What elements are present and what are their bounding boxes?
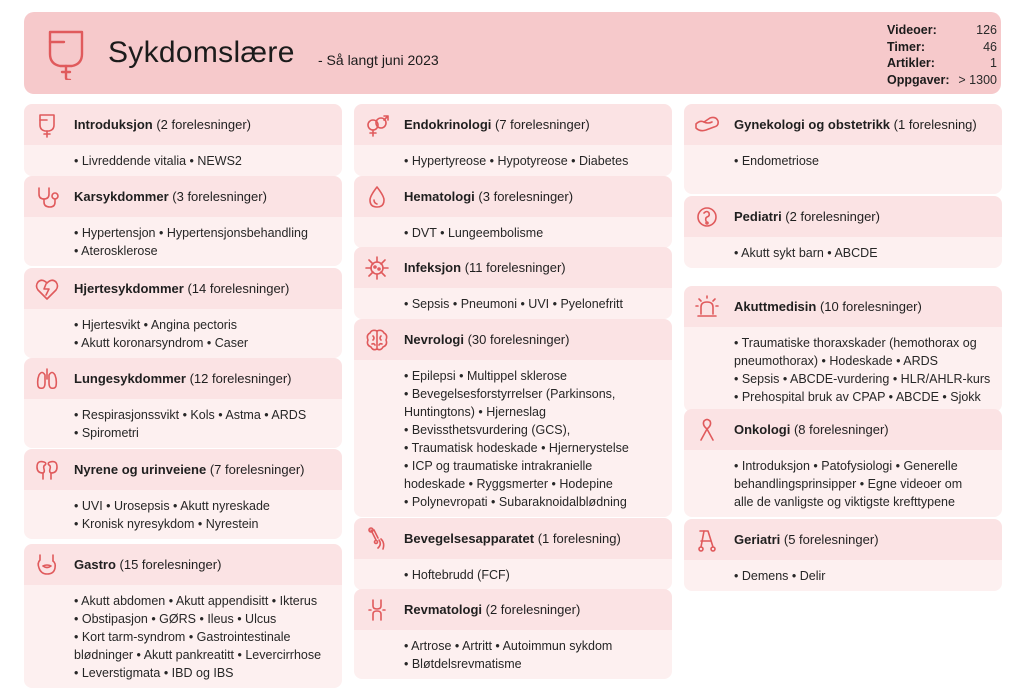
subtopic-line: • Bevissthetsvurdering (GCS), [404, 423, 571, 437]
stat-label: Timer: [887, 39, 925, 54]
topic-card-body [354, 360, 672, 517]
stat-value: > 1300 [958, 72, 997, 87]
topic-name: Akuttmedisin [734, 299, 817, 314]
subtopic-line: • Endometriose [734, 154, 819, 168]
lecture-count: (2 forelesninger) [781, 209, 880, 224]
subtopic-line: • Polynevropati • Subaraknoidalblødning [404, 495, 627, 509]
subtopic-line: • Leverstigmata • IBD og IBS [74, 666, 234, 680]
subtopic-line [734, 170, 992, 188]
topic-card-nevrologi [354, 319, 672, 517]
topic-name: Nevrologi [404, 332, 464, 347]
lecture-count: (7 forelesninger) [491, 117, 590, 132]
topic-title [74, 117, 251, 132]
lecture-count: (12 forelesninger) [185, 371, 292, 386]
topic-card-header [354, 176, 672, 217]
iv-bag-logo-icon [46, 28, 86, 80]
subtopic-line: • Respirasjonssvikt • Kols • Astma • ARDS [74, 408, 307, 422]
subtopic-line: behandlingsprinsipper • Egne videoer om [734, 477, 963, 491]
subtopic-line: • Bevegelsesforstyrrelser (Parkinsons, [404, 387, 616, 401]
topic-name: Gastro [74, 557, 116, 572]
blood-drop-icon [364, 184, 390, 210]
stethoscope-icon [34, 184, 60, 210]
stat-videos [887, 22, 997, 39]
topic-card-header [684, 409, 1002, 450]
topic-card-body [684, 237, 1002, 268]
topic-title [74, 557, 221, 572]
subtopic-line: • ICP og traumatiske intrakranielle [404, 459, 593, 473]
subtopic-line: Huntingtons) • Hjerneslag [404, 405, 546, 419]
brain-icon [364, 327, 390, 353]
topic-title [404, 117, 590, 132]
subtopic-line: • Kort tarm-syndrom • Gastrointestinale [74, 630, 291, 644]
subtopic-line: • Akutt koronarsyndrom • Caser [74, 336, 249, 350]
uterus-icon [694, 112, 720, 138]
topic-card-header [24, 104, 342, 145]
topic-name: Hematologi [404, 189, 475, 204]
topic-title [734, 422, 889, 437]
topic-title [74, 281, 289, 296]
topic-card-gastro [24, 544, 342, 688]
ribbon-icon [694, 417, 720, 443]
lecture-count: (3 forelesninger) [168, 189, 267, 204]
subtopic-line: • Obstipasjon • GØRS • Ileus • Ulcus [74, 612, 277, 626]
topic-card-header [684, 196, 1002, 237]
topic-name: Karsykdommer [74, 189, 169, 204]
topic-name: Geriatri [734, 532, 781, 547]
topic-title [404, 531, 621, 546]
stat-value: 46 [983, 39, 997, 54]
lecture-count: (5 forelesninger) [780, 532, 879, 547]
topic-card-body [684, 145, 1002, 194]
topic-card-hjertesykdommer [24, 268, 342, 358]
topic-card-onkologi [684, 409, 1002, 517]
topic-title [734, 532, 879, 547]
subtopic-line: • DVT • Lungeembolisme [404, 226, 544, 240]
topic-card-endokrinologi [354, 104, 672, 176]
topic-card-body [684, 327, 1002, 412]
subtopic-line: hodeskade • Ryggsmerter • Hodepine [404, 477, 613, 491]
stat-label: Oppgaver: [887, 72, 950, 87]
stomach-icon [34, 552, 60, 578]
subtopic-line: pneumothorax) • Hodeskade • ARDS [734, 354, 938, 368]
lecture-count: (2 forelesninger) [482, 602, 581, 617]
topic-title [734, 299, 922, 314]
lecture-count: (30 forelesninger) [463, 332, 570, 347]
lungs-icon [34, 366, 60, 392]
topic-title [404, 189, 573, 204]
topic-card-header [684, 519, 1002, 560]
topic-card-header [24, 449, 342, 490]
lecture-count: (15 forelesninger) [115, 557, 222, 572]
topic-card-header [24, 268, 342, 309]
topic-card-body [24, 399, 342, 448]
topic-card-body [24, 309, 342, 358]
page-title: Sykdomslære [108, 36, 295, 69]
subtopic-line: • Hypertyreose • Hypotyreose • Diabetes [404, 154, 629, 168]
topic-card-revmatologi [354, 589, 672, 679]
iv-bag-icon [34, 112, 60, 138]
topic-card-gynekologi-og-obstetrikk [684, 104, 1002, 194]
virus-icon [364, 255, 390, 281]
topic-title [734, 209, 880, 224]
stats-panel [887, 22, 997, 88]
topic-card-header [354, 247, 672, 288]
walker-icon [694, 527, 720, 553]
topic-card-header [354, 319, 672, 360]
topic-card-geriatri [684, 519, 1002, 591]
stat-label: Artikler: [887, 56, 935, 70]
topic-card-header [24, 176, 342, 217]
subtopic-line: • Traumatiske thoraxskader (hemothorax og [734, 336, 977, 350]
stat-value: 126 [976, 23, 997, 37]
subtopic-line: • Spirometri [74, 426, 139, 440]
subtopic-line: • Hoftebrudd (FCF) [404, 568, 510, 582]
topic-card-nyrene-og-urinveiene [24, 449, 342, 539]
topic-card-body [684, 560, 1002, 591]
stat-hours [887, 39, 997, 56]
topic-card-header [24, 358, 342, 399]
page-subtitle: - Så langt juni 2023 [318, 52, 439, 68]
topic-card-body [354, 559, 672, 590]
topic-card-body [354, 630, 672, 679]
subtopic-line: • Demens • Delir [734, 569, 826, 583]
lecture-count: (7 forelesninger) [206, 462, 305, 477]
lecture-count: (10 forelesninger) [816, 299, 922, 314]
topic-card-header [354, 589, 672, 630]
topic-card-introduksjon [24, 104, 342, 176]
topic-card-body [24, 145, 342, 176]
stat-exercises [887, 72, 997, 89]
subtopic-line: • Aterosklerose [74, 244, 158, 258]
topic-name: Lungesykdommer [74, 371, 186, 386]
topic-name: Hjertesykdommer [74, 281, 184, 296]
topic-name: Bevegelsesapparatet [404, 531, 535, 546]
topic-card-body [354, 217, 672, 248]
topic-card-bevegelsesapparatet [354, 518, 672, 590]
subtopic-line: • Traumatisk hodeskade • Hjernerystelse [404, 441, 629, 455]
topic-title [404, 602, 580, 617]
page-header [24, 12, 1001, 94]
topic-card-lungesykdommer [24, 358, 342, 448]
topic-card-header [684, 104, 1002, 145]
topic-card-infeksjon [354, 247, 672, 319]
topic-card-header [354, 518, 672, 559]
topic-card-body [24, 490, 342, 539]
lecture-count: (1 forelesning) [534, 531, 621, 546]
topic-title [74, 462, 305, 477]
lecture-count: (14 forelesninger) [183, 281, 290, 296]
subtopic-line: alle de vanligste og viktigste krefttypene [734, 495, 955, 509]
topic-name: Introduksjon [74, 117, 153, 132]
gender-symbols-icon [364, 112, 390, 138]
lecture-count: (3 forelesninger) [474, 189, 574, 204]
subtopic-line: • Sepsis • ABCDE-vurdering • HLR/AHLR-kurs [734, 372, 991, 386]
topic-name: Onkologi [734, 422, 791, 437]
topic-card-pediatri [684, 196, 1002, 268]
stat-value: 1 [990, 56, 997, 70]
baby-icon [694, 204, 720, 230]
lecture-count: (1 forelesning) [890, 117, 977, 132]
topic-name: Infeksjon [404, 260, 462, 275]
stat-label: Videoer: [887, 23, 937, 37]
topic-card-body [684, 450, 1002, 517]
topic-card-body [354, 145, 672, 176]
topic-card-body [24, 217, 342, 266]
topic-name: Nyrene og urinveiene [74, 462, 207, 477]
subtopic-line: • Kronisk nyresykdom • Nyrestein [74, 517, 259, 531]
subtopic-line: • Bløtdelsrevmatisme [404, 657, 522, 671]
topic-title [404, 260, 566, 275]
subtopic-line: • Hypertensjon • Hypertensjonsbehandling [74, 226, 308, 240]
topic-title [734, 117, 977, 132]
topic-card-body [354, 288, 672, 319]
siren-icon [694, 294, 720, 320]
topic-name: Gynekologi og obstetrikk [734, 117, 891, 132]
lecture-count: (2 forelesninger) [152, 117, 251, 132]
subtopic-line: • Sepsis • Pneumoni • UVI • Pyelonefritt [404, 297, 623, 311]
lecture-count: (11 forelesninger) [461, 260, 566, 275]
subtopic-line: • Livreddende vitalia • NEWS2 [74, 154, 242, 168]
topic-name: Endokrinologi [404, 117, 492, 132]
bones-icon [364, 526, 390, 552]
topic-name: Pediatri [734, 209, 782, 224]
topic-card-body [24, 585, 342, 688]
topic-title [74, 189, 267, 204]
subtopic-line: • Introduksjon • Patofysiologi • Generelle [734, 459, 958, 473]
subtopic-line: blødninger • Akutt pankreatitt • Levercirrhose [74, 648, 322, 662]
topic-name: Revmatologi [404, 602, 483, 617]
topic-title [74, 371, 291, 386]
heart-icon [34, 276, 60, 302]
joint-icon [364, 597, 390, 623]
stat-articles [887, 55, 997, 72]
subtopic-line: • Akutt abdomen • Akutt appendisitt • Ikterus [74, 594, 318, 608]
subtopic-line: • Artrose • Artritt • Autoimmun sykdom [404, 639, 613, 653]
topic-card-header [354, 104, 672, 145]
subtopic-line: • Epilepsi • Multippel sklerose [404, 369, 567, 383]
kidneys-icon [34, 457, 60, 483]
topic-card-header [24, 544, 342, 585]
topic-card-akuttmedisin [684, 286, 1002, 412]
subtopic-line: • Akutt sykt barn • ABCDE [734, 246, 878, 260]
subtopic-line: • Hjertesvikt • Angina pectoris [74, 318, 237, 332]
subtopic-line: • Prehospital bruk av CPAP • ABCDE • Sjokk [734, 390, 981, 404]
topic-card-hematologi [354, 176, 672, 248]
subtopic-line: • UVI • Urosepsis • Akutt nyreskade [74, 499, 270, 513]
topic-card-header [684, 286, 1002, 327]
topic-title [404, 332, 569, 347]
topic-card-karsykdommer [24, 176, 342, 266]
lecture-count: (8 forelesninger) [790, 422, 889, 437]
